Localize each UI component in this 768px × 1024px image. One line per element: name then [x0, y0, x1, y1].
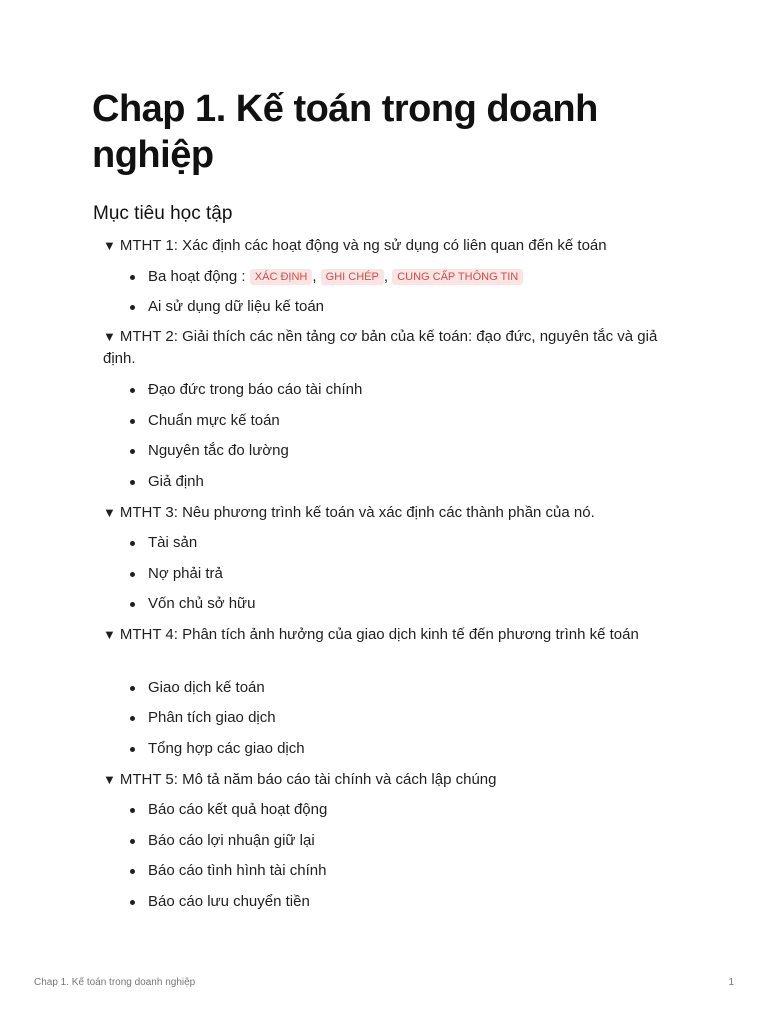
tag-xac-dinh: XÁC ĐỊNH [250, 269, 313, 285]
objective-text: MTHT 1: Xác định các hoạt động và ng sử dụng có liên quan đến kế toán [119, 237, 607, 254]
list-item-text: Báo cáo lợi nhuận giữ lại [148, 832, 315, 849]
list-item [130, 440, 650, 462]
list-item-text: Tổng hợp các giao dịch [148, 740, 305, 757]
footer-title: Chap 1. Kế toán trong doanh nghiệp [34, 977, 196, 988]
list-item: Ba hoạt động : XÁC ĐỊNH , GHI CHÉP , CUNG CẤP THÔNG TIN [130, 266, 650, 288]
tag-ghi-chep: GHI CHÉP [321, 269, 384, 285]
list-item-text: Báo cáo lưu chuyển tiền [148, 893, 310, 910]
bullet-icon [130, 747, 135, 752]
activities-label: Ba hoạt động : [148, 268, 246, 285]
list-item [130, 891, 650, 913]
list-item [130, 738, 650, 760]
bullet-icon [130, 449, 135, 454]
toggle-arrow-icon[interactable]: ▼ [103, 505, 116, 520]
page-number: 1 [728, 977, 734, 988]
list-item [130, 830, 650, 852]
list-item [130, 563, 650, 585]
bullet-icon [130, 388, 135, 393]
list-item [130, 532, 650, 554]
bullet-icon [130, 716, 135, 721]
bullet-icon [130, 572, 135, 577]
list-item-text: Nợ phải trả [148, 565, 223, 582]
list-item-text: Báo cáo kết quả hoạt động [148, 801, 328, 818]
section-heading: Mục tiêu học tập [93, 203, 233, 224]
list-item-text: Vốn chủ sở hữu [148, 595, 256, 612]
page-title: Chap 1. Kế toán trong doanh nghiệp [92, 88, 598, 176]
list-item [130, 677, 650, 699]
toggle-arrow-icon[interactable]: ▼ [103, 329, 116, 344]
bullet-icon [130, 808, 135, 813]
list-item [130, 799, 650, 821]
toggle-objective-1[interactable] [103, 235, 663, 257]
list-item [130, 410, 650, 432]
list-item-text: Nguyên tắc đo lường [148, 442, 289, 459]
objective-text: MTHT 3: Nêu phương trình kế toán và xác định các thành phần của nó. [119, 504, 595, 521]
bullet-icon [130, 602, 135, 607]
list-item [130, 471, 650, 493]
toggle-arrow-icon[interactable]: ▼ [103, 238, 116, 253]
toggle-objective-3[interactable] [103, 502, 663, 524]
bullet-icon [130, 839, 135, 844]
list-item-text: Tài sản [148, 534, 198, 551]
bullet-icon [130, 419, 135, 424]
list-item [130, 296, 650, 318]
list-item [130, 707, 650, 729]
bullet-icon [130, 686, 135, 691]
list-item-text: Đạo đức trong báo cáo tài chính [148, 381, 363, 398]
list-item-text: Phân tích giao dịch [148, 709, 276, 726]
toggle-objective-4[interactable] [103, 624, 663, 646]
list-item-text: Giả định [148, 473, 204, 490]
list-item [130, 593, 650, 615]
toggle-arrow-icon[interactable]: ▼ [103, 772, 116, 787]
objective-text: MTHT 5: Mô tả năm báo cáo tài chính và cách lập chúng [119, 771, 497, 788]
list-item-text: Chuẩn mực kế toán [148, 412, 280, 429]
objective-text: MTHT 2: Giải thích các nền tảng cơ bản của kế toán: đạo đức, nguyên tắc và giả định. [103, 328, 658, 367]
bullet-icon [130, 480, 135, 485]
bullet-icon [130, 869, 135, 874]
list-item-text: Giao dịch kế toán [148, 679, 265, 696]
toggle-objective-2[interactable] [103, 326, 663, 370]
list-item-text: Ai sử dụng dữ liệu kế toán [148, 298, 325, 315]
bullet-icon [130, 305, 135, 310]
list-item [130, 860, 650, 882]
bullet-icon [130, 541, 135, 546]
toggle-objective-5[interactable] [103, 769, 663, 791]
toggle-arrow-icon[interactable]: ▼ [103, 627, 116, 642]
bullet-icon [130, 275, 135, 280]
list-item-text: Báo cáo tình hình tài chính [148, 862, 327, 879]
tag-cung-cap-thong-tin: CUNG CẤP THÔNG TIN [392, 269, 523, 285]
objective-text: MTHT 4: Phân tích ảnh hưởng của giao dịch kinh tế đến phương trình kế toán [119, 626, 639, 643]
bullet-icon [130, 900, 135, 905]
list-item [130, 379, 650, 401]
